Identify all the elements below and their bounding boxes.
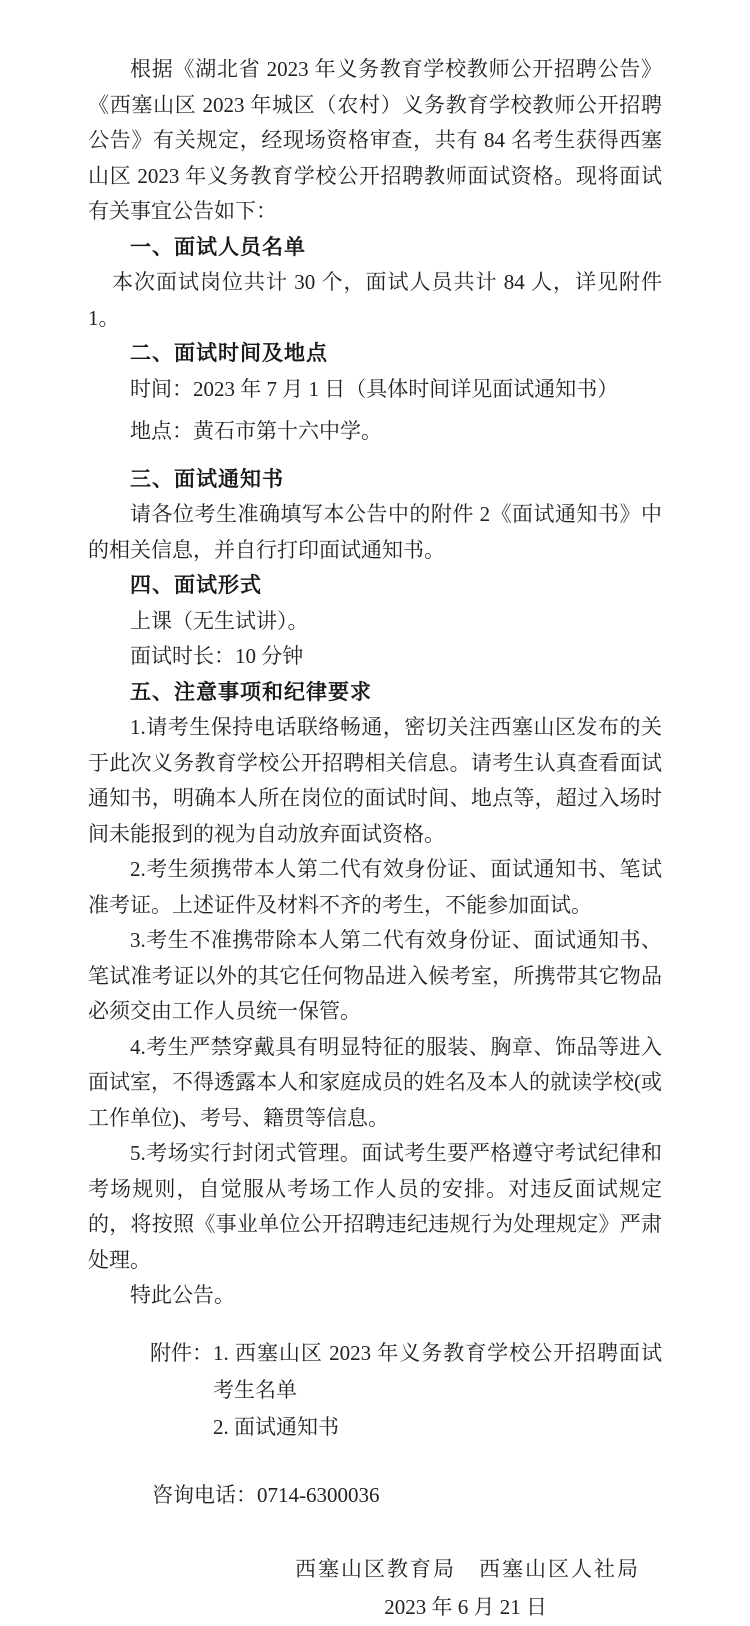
attachment-item-1: 1. 西塞山区 2023 年义务教育学校公开招聘面试考生名单 [213, 1340, 662, 1402]
notice-item-2: 2.考生须携带本人第二代有效身份证、面试通知书、笔试准考证。上述证件及材料不齐的考生，不能参加面试。 [88, 857, 662, 917]
closing-line: 特此公告。 [130, 1283, 235, 1307]
section-2-heading: 二、面试时间及地点 [130, 342, 328, 365]
notice-item-3: 3.考生不准携带除本人第二代有效身份证、面试通知书、笔试准考证以外的其它任何物品进入候考室，所携带其它物品必须交由工作人员统一保管。 [88, 928, 662, 1023]
notice-item-1: 1.请考生保持电话联络畅通，密切关注西塞山区发布的关于此次义务教育学校公开招聘相关信息。请考生认真查看面试通知书，明确本人所在岗位的面试时间、地点等，超过入场时间未能报到的视为自动放弃面试资格。 [88, 715, 662, 846]
interview-time-line: 时间：2023 年 7 月 1 日（具体时间详见面试通知书） [130, 376, 619, 401]
interview-format-line: 上课（无生试讲）。 [130, 608, 309, 633]
notice-item-4: 4.考生严禁穿戴具有明显特征的服装、胸章、饰品等进入面试室，不得透露本人和家庭成员的姓名及本人的就读学校(或工作单位)、考号、籍贯等信息。 [88, 1034, 662, 1130]
attachments-label: 附件： [150, 1340, 213, 1365]
signature-block [88, 1552, 662, 1626]
notice-item-5: 5.考场实行封闭式管理。面试考生要严格遵守考试纪律和考场规则，自觉服从考场工作人员的安排。对违反面试规定的，将按照《事业单位公开招聘违纪违规行为处理规定》严肃处理。 [88, 1141, 662, 1272]
issuing-agencies: 西塞山区教育局 西塞山区人社局 [295, 1557, 640, 1581]
section-3-paragraph: 请各位考生准确填写本公告中的附件 2《面试通知书》中的相关信息，并自行打印面试通知书。 [88, 502, 662, 562]
section-1-paragraph: 本次面试岗位共计 30 个，面试人员共计 84 人，详见附件 1。 [88, 270, 662, 330]
attachments-block [150, 1335, 662, 1446]
section-5-heading: 五、注意事项和纪律要求 [130, 680, 372, 704]
intro-paragraph: 根据《湖北省 2023 年义务教育学校教师公开招聘公告》《西塞山区 2023 年城区（农村）义务教育学校教师公开招聘公告》有关规定，经现场资格审查，共有 84 名考生获得西塞山区 2023 年义务教育学校公开招聘教师面试资格。现将面试有关事宜公告如下： [88, 57, 662, 223]
attachment-row-1 [150, 1335, 662, 1409]
interview-duration-line: 面试时长：10 分钟 [130, 644, 304, 668]
issue-date: 2023 年 6 月 21 日 [384, 1594, 547, 1619]
attachment-item-2: 2. 面试通知书 [213, 1414, 339, 1439]
contact-phone-line: 咨询电话：0714-6300036 [152, 1482, 380, 1507]
interview-location-line: 地点：黄石市第十六中学。 [130, 419, 382, 443]
section-3-heading: 三、面试通知书 [130, 467, 284, 491]
section-4-heading: 四、面试形式 [130, 574, 262, 597]
section-1-heading: 一、面试人员名单 [130, 235, 306, 259]
